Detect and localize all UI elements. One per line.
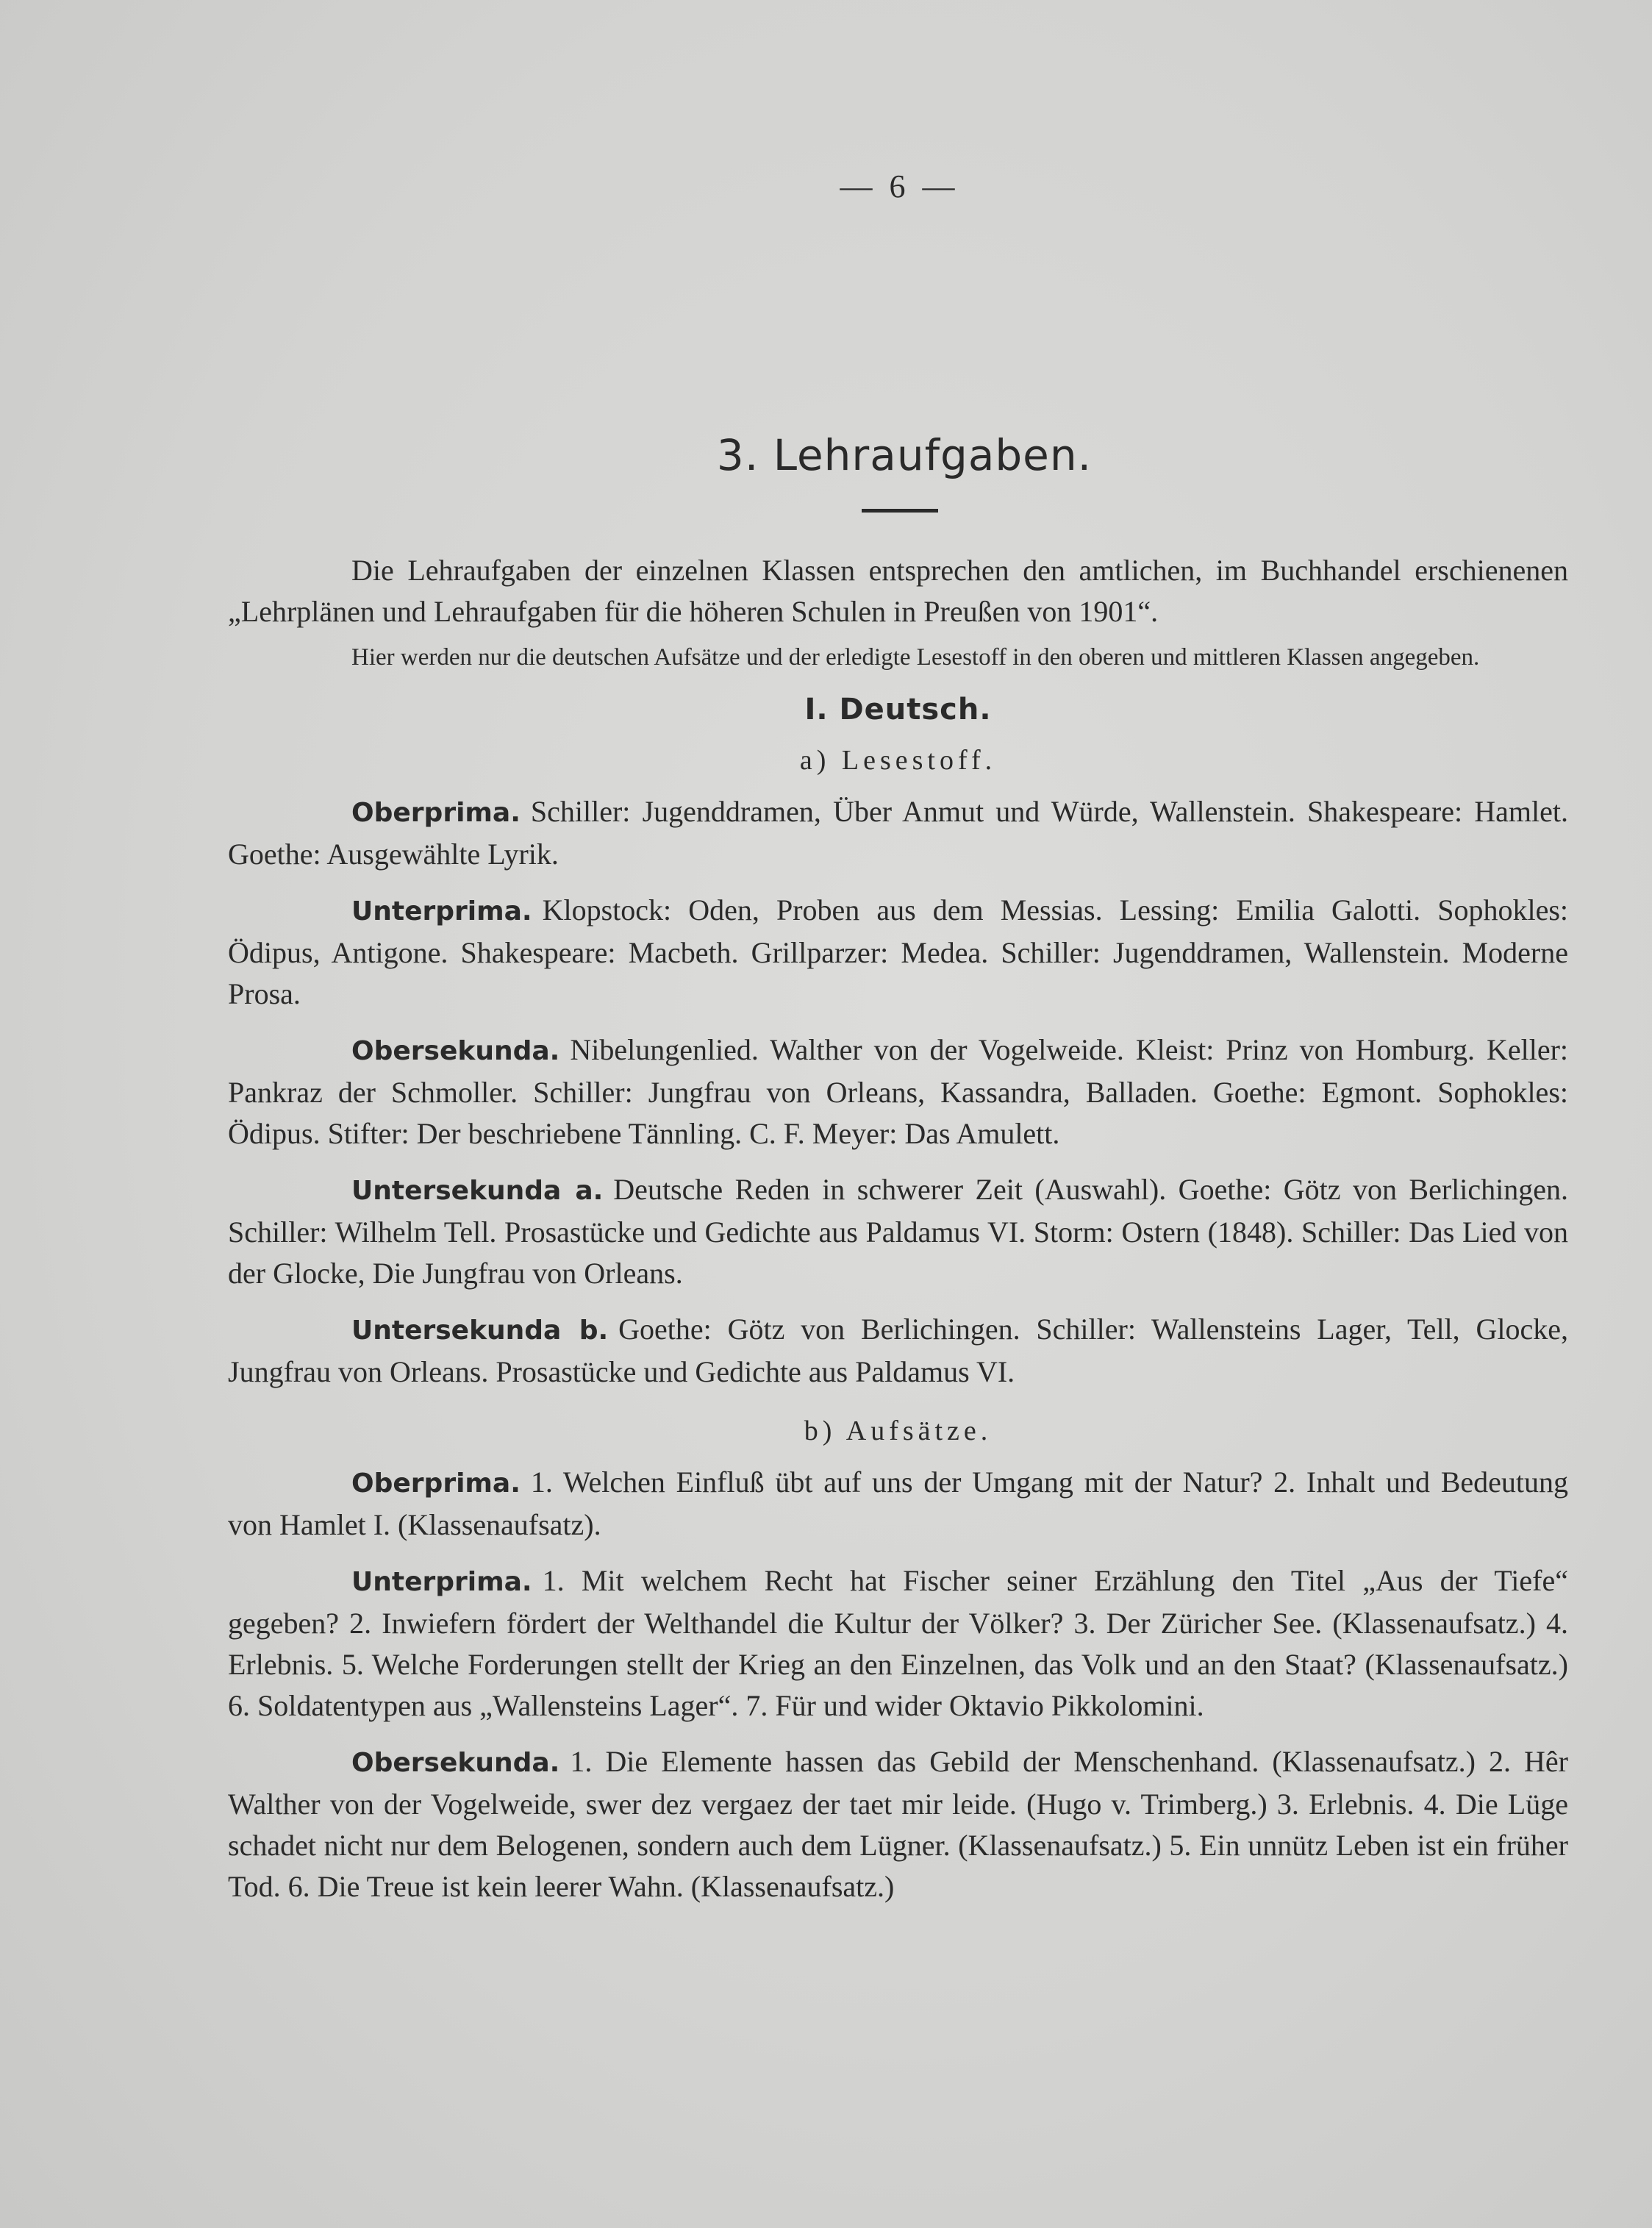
- page-number: — 6 —: [840, 168, 959, 204]
- class-name: Obersekunda.: [351, 1036, 560, 1066]
- subsection-title-lesestoff: a) Lesestoff.: [799, 745, 997, 776]
- entry-text: Deutsche Reden in schwerer Zeit (Auswahl). Goethe: Götz von Berlichingen. Schiller: Wilhelm Tell. Prosastücke und Gedichte aus Paldamus VI. Storm: Ostern (1848). Schiller: Das Lied von der Glocke, Die Jungfrau von Orleans.: [228, 1173, 1568, 1290]
- class-name: Untersekunda b.: [351, 1315, 609, 1346]
- entry-text: 1. Mit welchem Recht hat Fischer seiner Erzählung den Titel „Aus der Tiefe“ gegeben? 2. Inwiefern fördert der Welthandel die Kultur der Völker? 3. Der Züricher See. (Klassenaufsatz.) 4. Erlebnis. 5. Welche Forderungen stellt der Krieg an den Einzelnen, das Volk und an den Staat? (Klassenaufsatz.) 6. Soldatentypen aus „Wallensteins Lager“. 7. Für und wider Oktavio Pikkolomini.: [228, 1564, 1568, 1722]
- class-name: Untersekunda a.: [351, 1176, 604, 1206]
- entry-text: Klopstock: Oden, Proben aus dem Messias. Lessing: Emilia Galotti. Sophokles: Ödipus, Antigone. Shakespeare: Macbeth. Grillparzer: Medea. Schiller: Jugenddramen, Wallenstein. Moderne Prosa.: [228, 893, 1568, 1010]
- heading-rule: [862, 509, 938, 513]
- class-name: Obersekunda.: [351, 1748, 560, 1778]
- lesestoff-entry: [228, 1309, 1568, 1393]
- aufsatz-entry: [228, 1462, 1568, 1546]
- lesestoff-entry: [228, 1169, 1568, 1294]
- entry-text: 1. Welchen Einfluß übt auf uns der Umgang mit der Natur? 2. Inhalt und Bedeutung von Hamlet I. (Klassenaufsatz).: [228, 1465, 1568, 1541]
- class-name: Unterprima.: [351, 1567, 532, 1597]
- content-body: [228, 550, 1568, 1922]
- entry-text: 1. Die Elemente hassen das Gebild der Menschenhand. (Klassenaufsatz.) 2. Hêr Walther von der Vogelweide, swer dez vergaez der taet mir leide. (Hugo v. Trimberg.) 3. Erlebnis. 4. Die Lüge schadet nicht nur dem Belogenen, sondern auch dem Lügner. (Klassenaufsatz.) 5. Ein unnütz Leben ist ein früher Tod. 6. Die Treue ist kein leerer Wahn. (Klassenaufsatz.): [228, 1745, 1568, 1903]
- main-heading: 3. Lehraufgaben.: [716, 430, 1093, 480]
- entry-text: Goethe: Götz von Berlichingen. Schiller: Wallensteins Lager, Tell, Glocke, Jungfrau von Orleans. Prosastücke und Gedichte aus Paldamus VI.: [228, 1313, 1568, 1388]
- section-title: I. Deutsch.: [804, 693, 992, 726]
- lesestoff-entry: [228, 791, 1568, 875]
- aufsatz-entry: [228, 1741, 1568, 1907]
- note-paragraph: Hier werden nur die deutschen Aufsätze und der erledigte Lesestoff in den oberen und mittleren Klassen angegeben.: [351, 644, 1480, 671]
- class-name: Oberprima.: [351, 1468, 521, 1499]
- entry-text: Schiller: Jugenddramen, Über Anmut und Würde, Wallenstein. Shakespeare: Hamlet. Goethe: Ausgewählte Lyrik.: [228, 795, 1568, 871]
- lesestoff-entry: [228, 890, 1568, 1015]
- lesestoff-entry: [228, 1029, 1568, 1154]
- class-name: Oberprima.: [351, 798, 521, 828]
- intro-paragraph: Die Lehraufgaben der einzelnen Klassen entsprechen den amtlichen, im Buchhandel erschienenen „Lehrplänen und Lehraufgaben für die höheren Schulen in Preußen von 1901“.: [228, 554, 1568, 628]
- aufsatz-entry: [228, 1560, 1568, 1727]
- subsection-title-aufsaetze: b) Aufsätze.: [804, 1415, 993, 1446]
- class-name: Unterprima.: [351, 896, 532, 926]
- entry-text: Nibelungenlied. Walther von der Vogelweide. Kleist: Prinz von Homburg. Keller: Pankraz der Schmoller. Schiller: Jungfrau von Orleans, Kassandra, Balladen. Goethe: Egmont. Sophokles: Ödipus. Stifter: Der beschriebene Tännling. C. F. Meyer: Das Amulett.: [228, 1033, 1568, 1150]
